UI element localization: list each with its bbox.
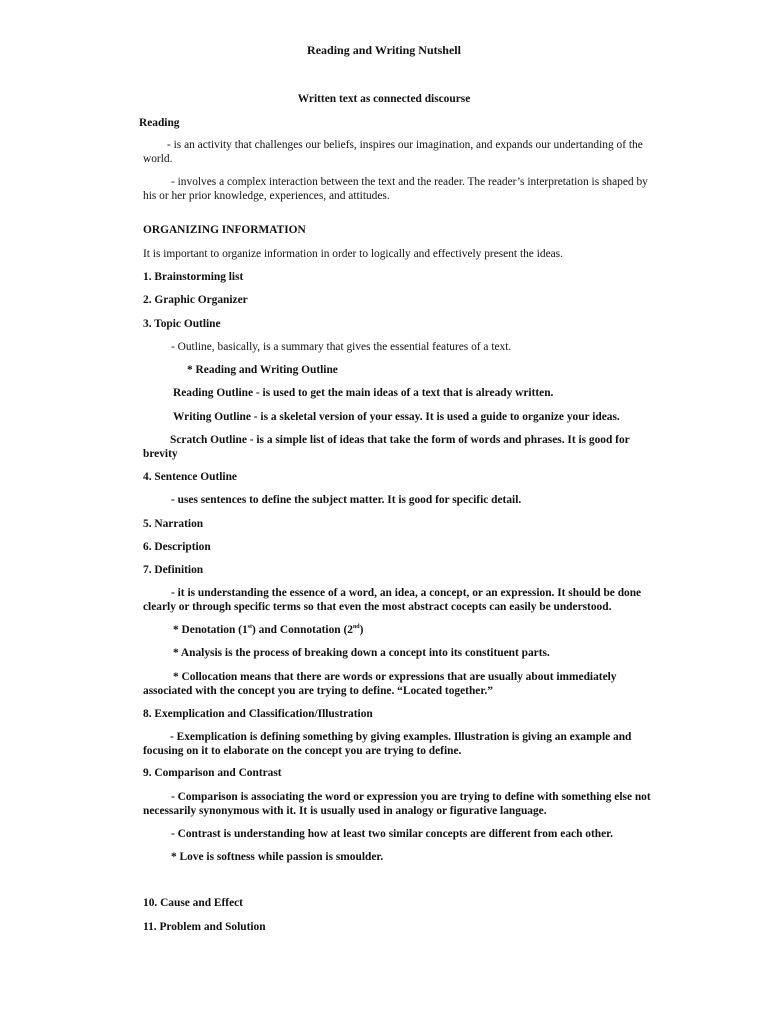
item-5: 5. Narration <box>143 518 204 530</box>
item-9: 9. Comparison and Contrast <box>143 767 282 779</box>
item-7-denotation <box>143 624 655 638</box>
item-9-contrast: - Contrast is understanding how at least two similar concepts are different from each other. <box>171 828 613 840</box>
item-8: 8. Exemplication and Classification/Illustration <box>143 708 373 720</box>
reading-paragraph-2: - involves a complex interaction between the text and the reader. The reader’s interpretation is shaped by his or her prior knowledge, experiences, and attitudes. <box>143 176 648 202</box>
denotation-text-b: ) and Connotation (2 <box>252 624 353 636</box>
item-3-rw-outline: * Reading and Writing Outline <box>187 364 338 376</box>
item-4: 4. Sentence Outline <box>143 471 237 483</box>
organizing-heading: ORGANIZING INFORMATION <box>143 224 306 236</box>
doc-title: Reading and Writing Nutshell <box>307 43 461 57</box>
item-4-desc: - uses sentences to define the subject matter. It is good for specific detail. <box>171 494 522 506</box>
item-1: 1. Brainstorming list <box>143 271 244 283</box>
reading-paragraph-1: - is an activity that challenges our beliefs, inspires our imagination, and expands our undertanding of the world. <box>143 139 643 165</box>
item-3-scratch-outline: Scratch Outline - is a simple list of ideas that take the form of words and phrases. It is good for brevity <box>143 434 630 460</box>
sup-first: st <box>247 624 253 631</box>
organizing-intro: It is important to organize information in order to logically and effectively present the ideas. <box>143 248 563 260</box>
denotation-text-c: ) <box>359 624 364 636</box>
item-11: 11. Problem and Solution <box>143 921 266 933</box>
item-9-love: * Love is softness while passion is smoulder. <box>171 851 384 863</box>
item-7: 7. Definition <box>143 564 204 576</box>
item-7-desc: - it is understanding the essence of a word, an idea, a concept, or an expression. It should be done clearly or through specific terms so that even the most abstract cocepts can easily be understood. <box>143 587 642 613</box>
item-3: 3. Topic Outline <box>143 318 221 330</box>
doc-subtitle: Written text as connected discourse <box>297 93 471 105</box>
item-2: 2. Graphic Organizer <box>143 294 248 306</box>
item-3-writing-outline: Writing Outline - is a skeletal version of your essay. It is used a guide to organize your ideas. <box>173 411 620 423</box>
item-7-collocation: * Collocation means that there are words or expressions that are usually about immediately associated with the concept you are trying to define. “Located together.” <box>143 671 617 697</box>
sup-second: nd <box>352 624 360 631</box>
item-3-desc: - Outline, basically, is a summary that gives the essential features of a text. <box>171 341 512 353</box>
item-10: 10. Cause and Effect <box>143 897 243 909</box>
item-3-reading-outline: Reading Outline - is used to get the main ideas of a text that is already written. <box>173 387 554 399</box>
item-6: 6. Description <box>143 541 211 553</box>
denotation-text-a: * Denotation (1 <box>173 624 248 636</box>
item-8-desc: - Exemplication is defining something by giving examples. Illustration is giving an example and focusing on it to elaborate on the concept you are trying to define. <box>143 731 632 757</box>
item-9-comparison: - Comparison is associating the word or expression you are trying to define with something else not necessarily synonymous with it. It is usually used in analogy or figurative language. <box>143 791 651 817</box>
reading-heading: Reading <box>139 117 180 129</box>
item-7-analysis: * Analysis is the process of breaking down a concept into its constituent parts. <box>173 647 550 659</box>
